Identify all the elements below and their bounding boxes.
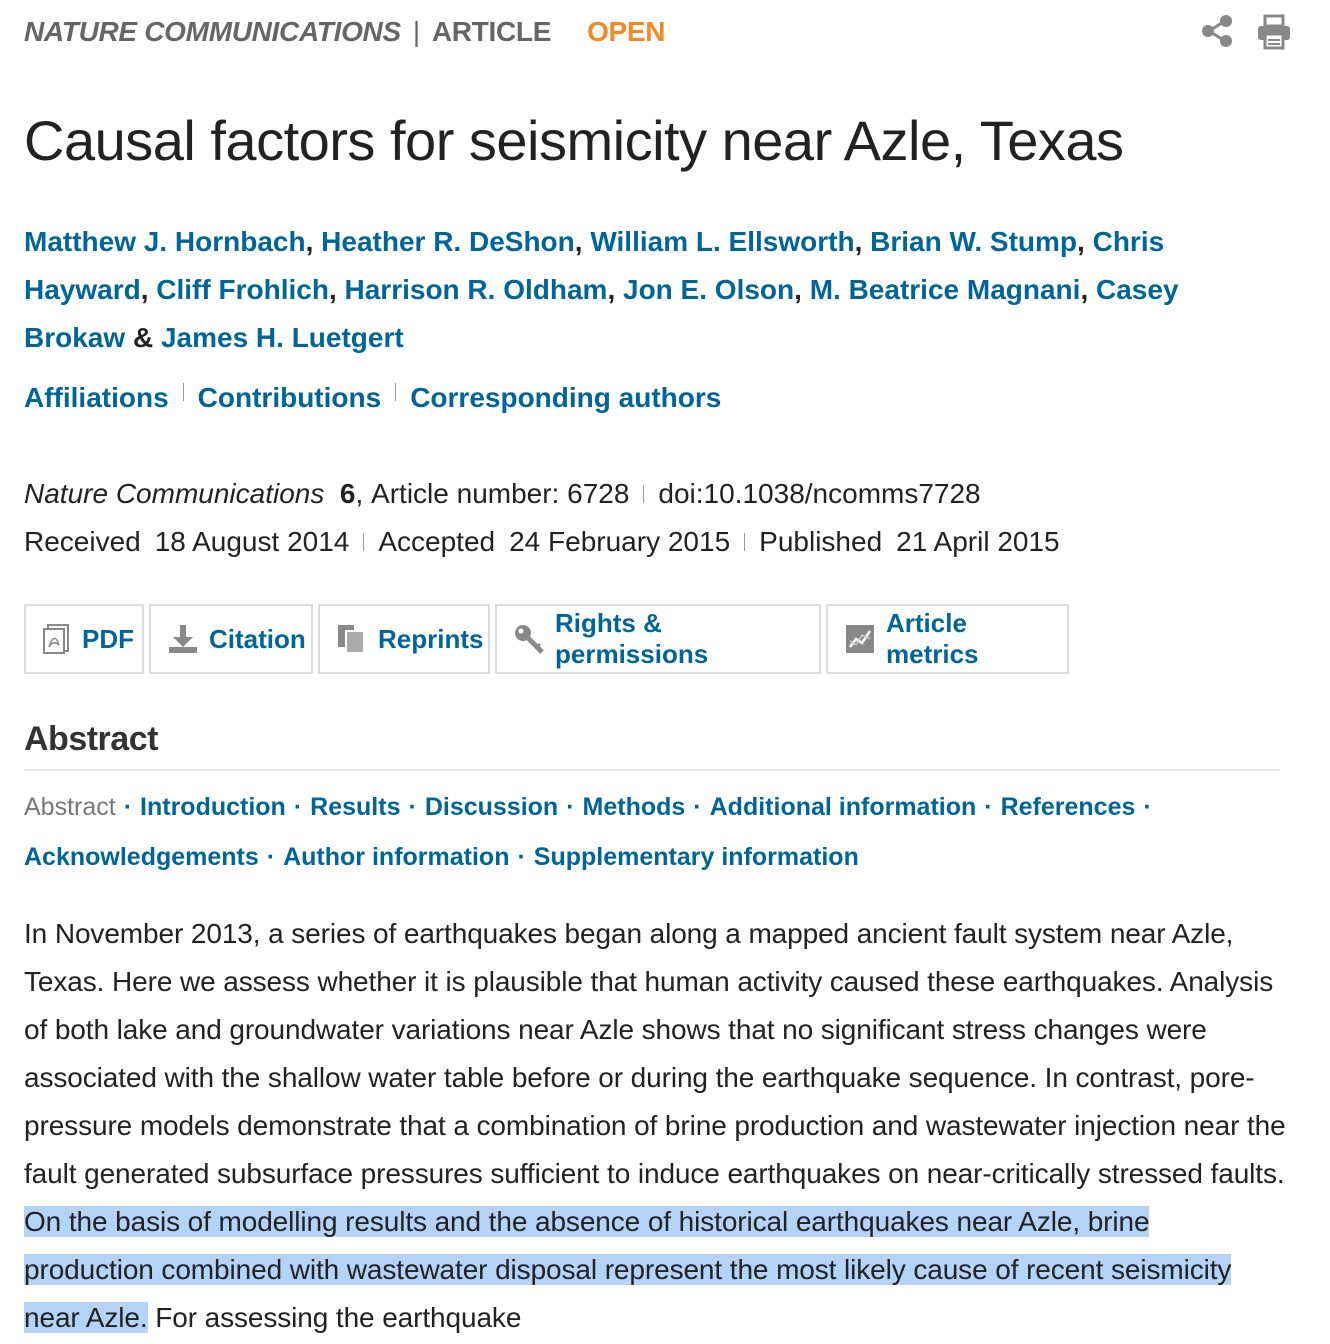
print-icon[interactable] xyxy=(1256,14,1292,50)
reprints-label: Reprints xyxy=(378,623,484,654)
rights-permissions-button[interactable] xyxy=(495,604,821,674)
corresponding-authors-link[interactable]: Corresponding authors xyxy=(410,382,722,413)
divider xyxy=(363,533,364,551)
nav-link-results[interactable]: Results xyxy=(310,793,401,821)
journal-header xyxy=(24,12,665,52)
author-comma: , xyxy=(1080,274,1089,305)
published-label: Published xyxy=(759,526,883,557)
author-link[interactable]: M. Beatrice Magnani xyxy=(809,274,1081,305)
doi: doi:10.1038/ncomms7728 xyxy=(658,478,981,509)
reprints-button[interactable] xyxy=(318,604,490,674)
section-divider xyxy=(24,769,1280,771)
section-navigation xyxy=(24,782,1284,882)
abstract-heading: Abstract xyxy=(24,720,158,758)
author-comma: , xyxy=(574,226,583,257)
nav-current-section: Abstract xyxy=(24,793,116,821)
author-comma: , xyxy=(794,274,802,305)
nav-link-additional-information[interactable]: Additional information xyxy=(709,793,977,821)
citation-button[interactable] xyxy=(149,604,313,674)
nav-dot: · xyxy=(408,793,417,821)
nav-dot: · xyxy=(293,793,303,821)
author-comma: , xyxy=(607,274,616,305)
citation-row: Nature Communications 6 , Article number: 6728 doi:10.1038/ncomms7728 xyxy=(24,470,1060,518)
dates-row xyxy=(24,518,1060,566)
share-icon[interactable] xyxy=(1200,14,1234,50)
citation-volume: 6 xyxy=(339,478,356,509)
author-comma: , xyxy=(854,226,863,257)
nav-dot: · xyxy=(1143,793,1152,821)
article-number: Article number: 6728 xyxy=(371,478,630,509)
divider xyxy=(744,533,745,551)
divider xyxy=(643,485,644,503)
key-icon xyxy=(513,623,555,655)
received-label: Received xyxy=(24,526,141,557)
author-link[interactable]: Cliff Frohlich xyxy=(156,274,329,305)
author-link[interactable]: Heather R. DeShon xyxy=(321,226,575,257)
nav-link-author-information[interactable]: Author information xyxy=(283,843,510,871)
abstract-text xyxy=(24,910,1286,1342)
nav-dot: · xyxy=(517,843,526,871)
rights-permissions-label: Rights & permissions xyxy=(555,608,709,669)
journal-name[interactable]: NATURE COMMUNICATIONS xyxy=(24,16,401,47)
pdf-label: PDF xyxy=(82,623,134,654)
divider xyxy=(183,383,184,401)
pdf-icon xyxy=(42,623,82,655)
nav-dot: · xyxy=(693,793,702,821)
abstract-text-before: In November 2013, a series of earthquakes began along a mapped ancient fault system near Azle, Texas. Here we assess whether it is plausible that human activity caused these earthquakes. Analysis of both lake and groundwater variations near Azle shows that no significant stress changes were associated with the shallow water table before or during the earthquake sequence. In contrast, pore-pressure models demonstrate that a combination of brine production and wastewater injection near the fault generated subsurface pressures sufficient to induce earthquakes on near-critically stressed faults. xyxy=(24,918,1286,1189)
nav-link-supplementary-information[interactable]: Supplementary information xyxy=(533,843,859,871)
author-link[interactable]: Jon E. Olson xyxy=(623,274,795,305)
author-link[interactable]: Harrison R. Oldham xyxy=(344,274,608,305)
nav-link-references[interactable]: References xyxy=(1000,793,1136,821)
author-comma: , xyxy=(140,274,149,305)
header-separator: | xyxy=(412,16,420,47)
author-link[interactable]: William L. Ellsworth xyxy=(590,226,855,257)
download-icon xyxy=(167,623,209,655)
author-list xyxy=(24,218,1264,362)
author-meta-links xyxy=(24,382,721,414)
contributions-link[interactable]: Contributions xyxy=(197,382,382,413)
article-metrics-label: Article metrics xyxy=(886,608,979,669)
nav-dot: · xyxy=(266,843,276,871)
article-title: Causal factors for seismicity near Azle, Texas xyxy=(24,109,1124,172)
citation-journal: Nature Communications xyxy=(24,478,325,509)
abstract-text-after: For assessing the earthquake xyxy=(155,1302,522,1333)
article-metrics-button[interactable] xyxy=(826,604,1069,674)
author-ampersand: & xyxy=(132,322,154,353)
nav-dot: · xyxy=(984,793,993,821)
author-comma: , xyxy=(1077,226,1085,257)
nav-link-introduction[interactable]: Introduction xyxy=(140,793,286,821)
author-link[interactable]: Chris Hayward xyxy=(24,226,1165,305)
nav-link-acknowledgements[interactable]: Acknowledgements xyxy=(24,843,259,871)
divider xyxy=(395,383,396,401)
author-comma: , xyxy=(305,226,314,257)
author-link[interactable]: James H. Luetgert xyxy=(160,322,404,353)
published-date: 21 April 2015 xyxy=(896,526,1060,557)
pdf-button[interactable] xyxy=(24,604,144,674)
article-type: ARTICLE xyxy=(431,16,552,47)
author-link[interactable]: Casey Brokaw xyxy=(24,274,1179,353)
metrics-icon xyxy=(844,623,886,655)
nav-dot: · xyxy=(566,793,575,821)
received-date: 18 August 2014 xyxy=(154,526,350,557)
author-link[interactable]: Matthew J. Hornbach xyxy=(24,226,306,257)
nav-link-methods[interactable]: Methods xyxy=(582,793,686,821)
nav-link-discussion[interactable]: Discussion xyxy=(424,793,559,821)
article-tools xyxy=(1200,14,1292,50)
citation-label: Citation xyxy=(209,623,306,654)
author-link[interactable]: Brian W. Stump xyxy=(870,226,1078,257)
accepted-label: Accepted xyxy=(378,526,496,557)
citation-info xyxy=(24,470,1060,566)
affiliations-link[interactable]: Affiliations xyxy=(24,382,169,413)
abstract-text-selected: On the basis of modelling results and the absence of historical earthquakes near Azle, brine production combined with wastewater disposal represent the most likely cause of recent seismicity near Azle. xyxy=(24,1206,1232,1333)
author-comma: , xyxy=(328,274,337,305)
accepted-date: 24 February 2015 xyxy=(509,526,731,557)
article-action-bar xyxy=(24,604,1069,674)
nav-dot: · xyxy=(123,793,133,821)
reprints-icon xyxy=(336,623,378,655)
open-access-badge: OPEN xyxy=(587,16,666,47)
